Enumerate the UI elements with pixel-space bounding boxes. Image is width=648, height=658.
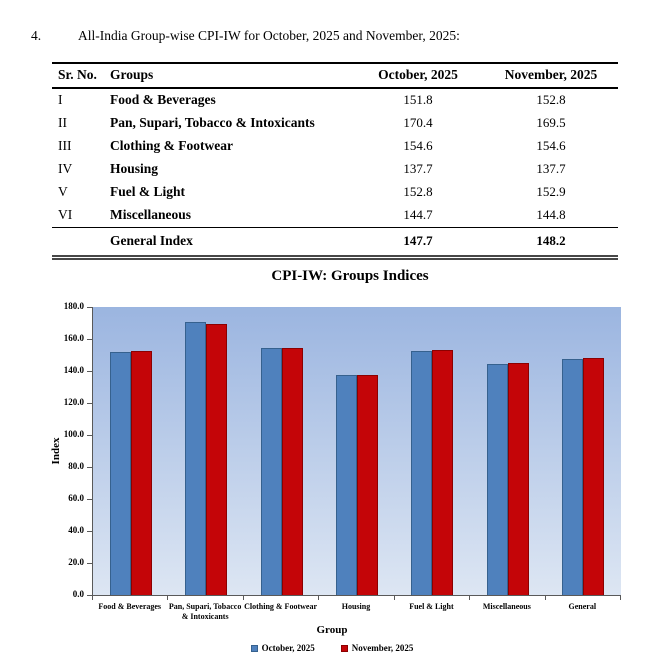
x-axis-category-label: Fuel & Light xyxy=(409,602,454,611)
bar xyxy=(508,363,529,595)
cell-october: 170.4 xyxy=(403,115,433,130)
x-tick-mark xyxy=(92,596,93,600)
cell-october: 144.7 xyxy=(403,207,433,222)
cell-group: Miscellaneous xyxy=(110,207,191,222)
table-row xyxy=(52,204,618,228)
table-body xyxy=(52,88,618,258)
bar xyxy=(336,375,357,595)
x-axis-category-label: Pan, Supari, Tobacco & Intoxicants xyxy=(168,602,242,622)
x-tick-mark xyxy=(167,596,168,600)
y-tick-mark xyxy=(87,435,92,436)
category-slot xyxy=(168,322,243,595)
y-tick-label: 40.0 xyxy=(68,525,84,535)
bar xyxy=(357,375,378,595)
y-tick-label: 120.0 xyxy=(63,397,84,407)
cell-sr-no: II xyxy=(58,115,67,130)
col-header-october: October, 2025 xyxy=(352,63,484,88)
cell-group: Housing xyxy=(110,161,159,176)
legend-item xyxy=(251,643,315,653)
cpi-table xyxy=(52,62,618,260)
cell-october: 147.7 xyxy=(352,228,484,258)
table-row xyxy=(52,112,618,135)
cell-november: 144.8 xyxy=(536,207,566,222)
y-tick-label: 80.0 xyxy=(68,461,84,471)
bar xyxy=(110,352,131,595)
x-tick-mark xyxy=(318,596,319,600)
x-axis-category-label: General xyxy=(568,602,597,611)
bar xyxy=(432,350,453,595)
bar xyxy=(261,348,282,595)
x-axis-category-label: Housing xyxy=(341,602,371,611)
category-slot xyxy=(395,350,470,595)
cell-group: Pan, Supari, Tobacco & Intoxicants xyxy=(110,115,315,130)
bar xyxy=(583,358,604,595)
legend-swatch xyxy=(341,645,348,652)
category-slot xyxy=(319,375,394,595)
y-tick-mark xyxy=(87,403,92,404)
chart-title: CPI-IW: Groups Indices xyxy=(271,268,429,284)
cell-group: General Index xyxy=(110,228,352,258)
cell-sr-no: I xyxy=(58,92,63,107)
cell-november: 152.8 xyxy=(536,92,566,107)
col-header-sr-no: Sr. No. xyxy=(52,63,110,88)
category-slot xyxy=(470,363,545,595)
cell-november: 148.2 xyxy=(484,228,618,258)
cpi-chart xyxy=(0,255,648,658)
y-tick-label: 60.0 xyxy=(68,493,84,503)
legend-label: October, 2025 xyxy=(261,643,315,653)
cell-group: Fuel & Light xyxy=(110,184,186,199)
x-tick-mark xyxy=(243,596,244,600)
category-slot xyxy=(546,358,621,595)
x-tick-mark xyxy=(620,596,621,600)
y-tick-label: 20.0 xyxy=(68,557,84,567)
section-heading xyxy=(31,28,460,44)
legend-label: November, 2025 xyxy=(351,643,414,653)
table-row xyxy=(52,181,618,204)
section-title: All-India Group-wise CPI-IW for October, 2025 and November, 2025: xyxy=(78,28,460,43)
col-header-groups: Groups xyxy=(110,63,352,88)
cell-october: 152.8 xyxy=(403,184,433,199)
y-tick-label: 0.0 xyxy=(72,589,84,599)
x-axis-title: Group xyxy=(316,624,348,636)
x-axis-category-label: Clothing & Footwear xyxy=(244,602,317,611)
table-row xyxy=(52,88,618,112)
table-header-row xyxy=(52,63,618,88)
cell-sr-no: IV xyxy=(58,161,73,176)
cell-sr-no: V xyxy=(58,184,68,199)
section-number: 4. xyxy=(31,28,42,43)
bar xyxy=(282,348,303,595)
x-tick-mark xyxy=(469,596,470,600)
col-header-november: November, 2025 xyxy=(484,63,618,88)
table-row xyxy=(52,158,618,181)
cell-october: 154.6 xyxy=(403,138,433,153)
y-tick-mark xyxy=(87,307,92,308)
y-tick-mark xyxy=(87,563,92,564)
cell-sr-no: VI xyxy=(58,207,73,222)
cell-group: Clothing & Footwear xyxy=(110,138,233,153)
bar xyxy=(206,324,227,595)
y-tick-mark xyxy=(87,531,92,532)
y-tick-label: 100.0 xyxy=(63,429,84,439)
plot-area xyxy=(92,307,621,596)
y-tick-mark xyxy=(87,339,92,340)
y-axis-title: Index xyxy=(50,437,62,465)
cell-october: 137.7 xyxy=(403,161,433,176)
bars-container xyxy=(93,307,621,595)
bar xyxy=(411,351,432,596)
y-tick-label: 140.0 xyxy=(63,365,84,375)
x-axis-category-label: Miscellaneous xyxy=(482,602,531,611)
y-tick-label: 180.0 xyxy=(63,301,84,311)
chart-legend xyxy=(92,643,572,653)
legend-item xyxy=(341,643,414,653)
cell-sr-no: III xyxy=(58,138,72,153)
x-axis-category-label: Food & Beverages xyxy=(98,602,162,611)
y-tick-label: 160.0 xyxy=(63,333,84,343)
category-slot xyxy=(244,348,319,595)
cell-november: 152.9 xyxy=(536,184,566,199)
cell-november: 137.7 xyxy=(536,161,566,176)
y-tick-mark xyxy=(87,467,92,468)
bar xyxy=(487,364,508,596)
cell-sr-no xyxy=(52,228,110,258)
category-slot xyxy=(93,351,168,596)
y-tick-mark xyxy=(87,371,92,372)
bar xyxy=(562,359,583,595)
table-row xyxy=(52,135,618,158)
cell-november: 154.6 xyxy=(536,138,566,153)
x-tick-mark xyxy=(545,596,546,600)
cell-group: Food & Beverages xyxy=(110,92,216,107)
cell-november: 169.5 xyxy=(536,115,566,130)
table-total-row xyxy=(52,228,618,258)
y-tick-mark xyxy=(87,499,92,500)
bar xyxy=(131,351,152,596)
legend-swatch xyxy=(251,645,258,652)
bar xyxy=(185,322,206,595)
cell-october: 151.8 xyxy=(403,92,433,107)
x-tick-mark xyxy=(394,596,395,600)
